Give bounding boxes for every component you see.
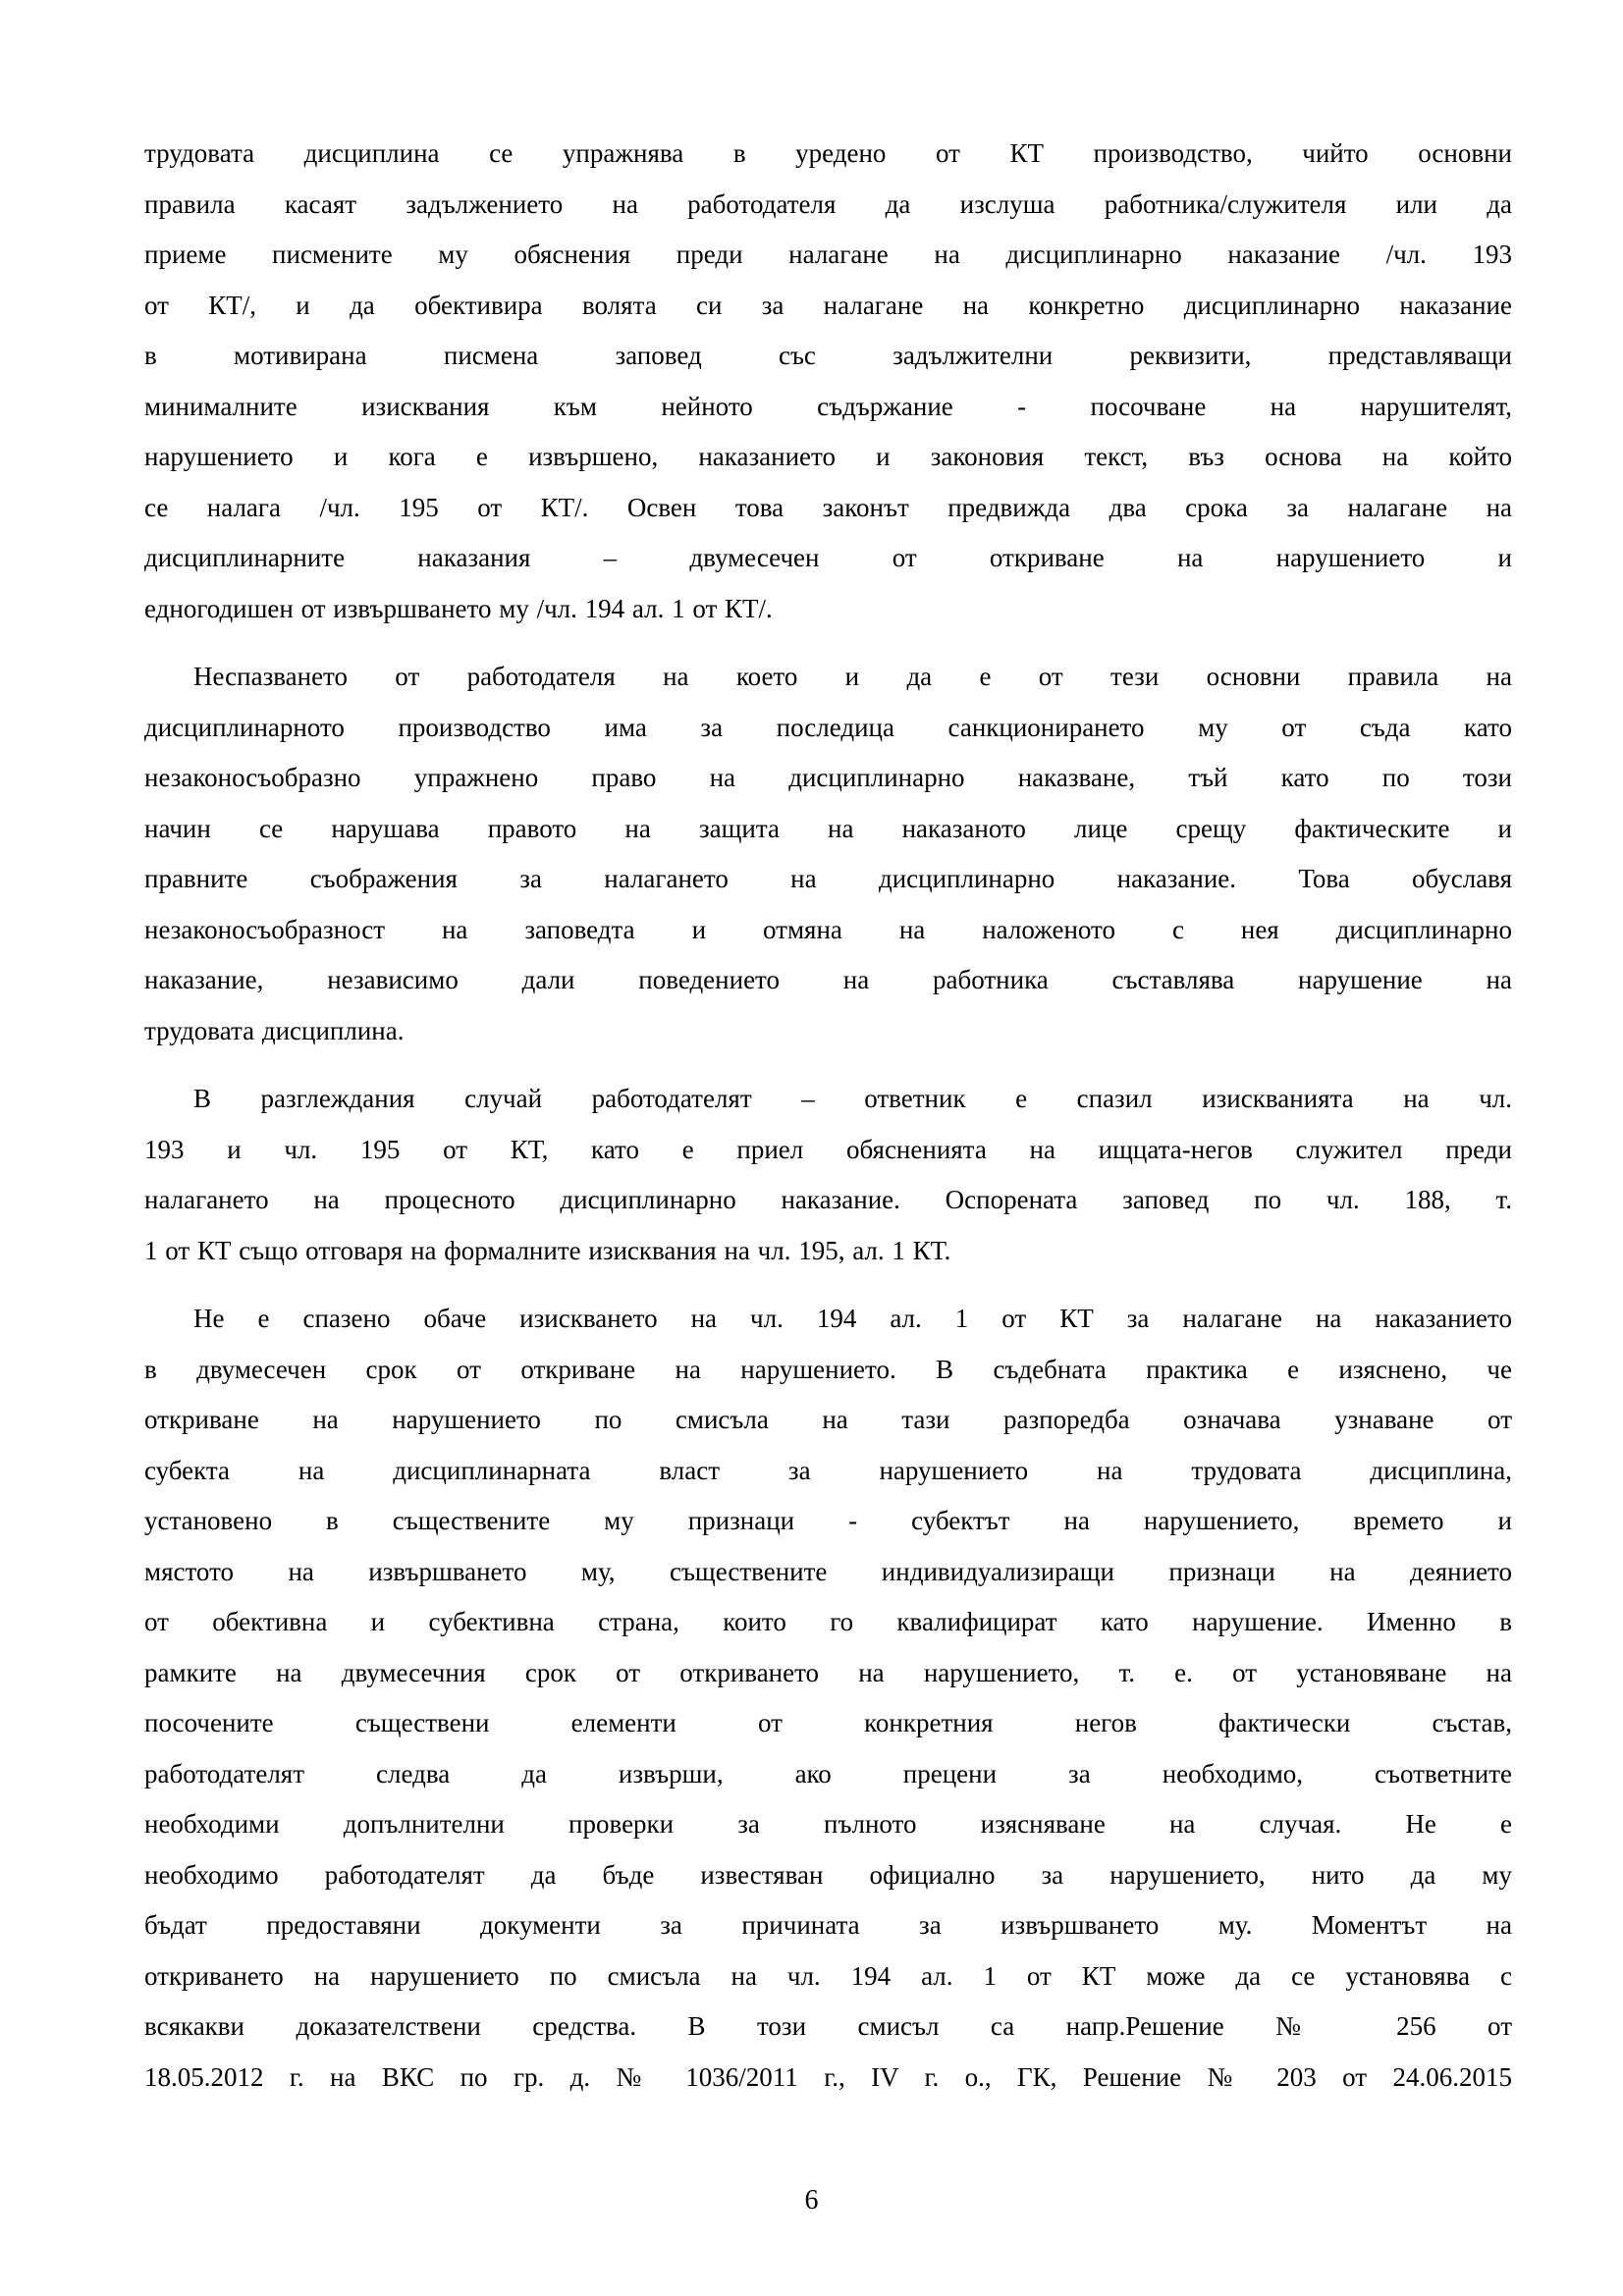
text-line: дисциплинарните наказания – двумесечен от откриване на нарушението и <box>144 543 1512 572</box>
text-line: 18.05.2012 г. на ВКС по гр. д. № 1036/2011 г., IV г. о., ГК, Решение № 203 от 24.06.2015 <box>144 2061 1512 2092</box>
paragraph <box>144 129 1512 634</box>
text-line: минималните изисквания към нейното съдържание - посочване на нарушителят, <box>144 391 1512 421</box>
text-line: необходими допълнителни проверки за пълното изясняване на случая. Не е <box>144 1809 1512 1839</box>
paragraph <box>144 1294 1512 2103</box>
text-line: трудовата дисциплина се упражнява в уредено от КТ производство, чийто основни <box>144 138 1512 168</box>
text-line: откриване на нарушението по смисъла на тази разпоредба означава узнаване от <box>144 1405 1512 1434</box>
text-line: в мотивирана писмена заповед със задължителни реквизити, представляващи <box>144 341 1512 370</box>
text-line: 1 от КТ също отговаря на формалните изисквания на чл. 195, ал. 1 КТ. <box>144 1235 951 1265</box>
page-number: 6 <box>804 2185 819 2216</box>
text-line: наказание, независимо дали поведението на работника съставлява нарушение на <box>144 965 1512 994</box>
text-line: Неспазването от работодателя на което и да е от тези основни правила на <box>193 662 1512 691</box>
text-line: работодателят следва да извърши, ако прецени за необходимо, съответните <box>144 1758 1512 1789</box>
text-line: субекта на дисциплинарната власт за нарушението на трудовата дисциплина, <box>144 1455 1512 1485</box>
text-line: В разглеждания случай работодателят – ответник е спазил изискванията на чл. <box>193 1084 1512 1113</box>
text-line: от КТ/, и да обективира волята си за налагане на конкретно дисциплинарно наказание <box>144 290 1512 320</box>
text-line: от обективна и субективна страна, които го квалифицират като нарушение. Именно в <box>144 1607 1512 1636</box>
text-line: трудовата дисциплина. <box>144 1015 405 1045</box>
text-line: Не е спазено обаче изискването на чл. 194 ал. 1 от КТ за налагане на наказанието <box>193 1304 1512 1333</box>
text-line: посочените съществени елементи от конкретния негов фактически състав, <box>144 1708 1512 1737</box>
text-line: всякакви доказателствени средства. В този смисъл са напр.Решение № 256 от <box>144 2011 1512 2041</box>
text-line: незаконосъобразно упражнено право на дисциплинарно наказване, тъй като по този <box>144 763 1512 792</box>
text-line: рамките на двумесечния срок от откриването на нарушението, т. е. от установяване на <box>144 1657 1512 1687</box>
text-line: начин се нарушава правото на защита на наказаното лице срещу фактическите и <box>144 813 1512 843</box>
text-line: мястото на извършването му, съществените индивидуализиращи признаци на деянието <box>144 1556 1512 1586</box>
paragraph <box>144 1074 1512 1276</box>
text-line: правните съображения за налагането на дисциплинарно наказание. Това обуславя <box>144 864 1512 893</box>
text-line: едногодишен от извършването му /чл. 194 ал. 1 от КТ/. <box>144 593 773 623</box>
text-line: в двумесечен срок от откриване на нарушението. В съдебната практика е изяснено, че <box>144 1354 1512 1384</box>
text-line: налагането на процесното дисциплинарно наказание. Оспорената заповед по чл. 188, т. <box>144 1185 1512 1214</box>
text-line: се налага /чл. 195 от КТ/. Освен това законът предвижда два срока за налагане на <box>144 492 1512 522</box>
text-line: 193 и чл. 195 от КТ, като е приел обясненията на ищцата-негов служител преди <box>144 1134 1512 1164</box>
text-line: приеме писмените му обяснения преди налагане на дисциплинарно наказание /чл. 193 <box>144 240 1512 269</box>
text-line: дисциплинарното производство има за последица санкционирането му от съда като <box>144 712 1512 742</box>
text-line: правила касаят задължението на работодателя да изслуша работника/служителя или да <box>144 188 1512 219</box>
text-line: бъдат предоставяни документи за причината за извършването му. Моментът на <box>144 1910 1512 1940</box>
text-line: незаконосъобразност на заповедта и отмяна на наложеното с нея дисциплинарно <box>144 914 1512 944</box>
text-line: нарушението и кога е извършено, наказанието и законовия текст, въз основа на който <box>144 442 1512 471</box>
body-text <box>144 129 1512 2103</box>
text-line: установено в съществените му признаци - субектът на нарушението, времето и <box>144 1506 1512 1535</box>
text-line: необходимо работодателят да бъде известяван официално за нарушението, нито да му <box>144 1859 1512 1890</box>
paragraph <box>144 652 1512 1056</box>
text-line: откриването на нарушението по смисъла на чл. 194 ал. 1 от КТ може да се установява с <box>144 1960 1512 1991</box>
